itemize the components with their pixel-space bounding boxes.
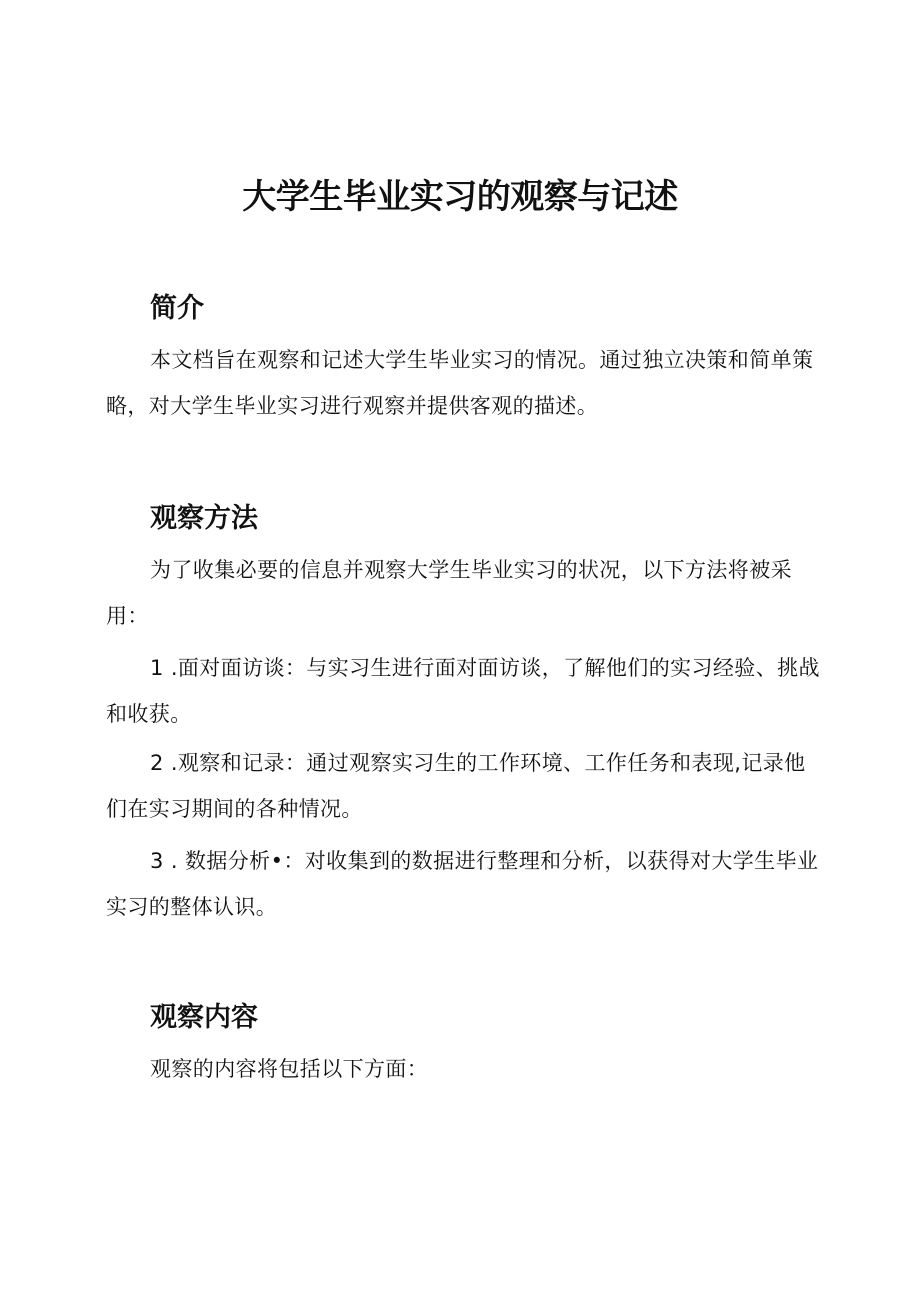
- content-paragraph: 观察的内容将包括以下方面：: [150, 1057, 429, 1081]
- document-title: 大学生毕业实习的观察与记述: [242, 177, 678, 217]
- section-heading-method: 观察方法: [150, 503, 258, 534]
- method-item-observation: 2 .观察和记录：通过观察实习生的工作环境、工作任务和表现,记录他们在实习期间的各种情况。: [106, 751, 806, 821]
- method-item-interview: 1 .面对面访谈：与实习生进行面对面访谈，了解他们的实习经验、挑战和收获。: [106, 656, 820, 726]
- section-heading-content: 观察内容: [150, 1002, 258, 1033]
- intro-paragraph: 本文档旨在观察和记述大学生毕业实习的情况。通过独立决策和简单策略，对大学生毕业实习进行观察并提供客观的描述。: [106, 348, 814, 418]
- method-intro-paragraph: 为了收集必要的信息并观察大学生毕业实习的状况，以下方法将被采用：: [106, 558, 792, 628]
- method-item-analysis: 3 . 数据分析•：对收集到的数据进行整理和分析，以获得对大学生毕业实习的整体认识。: [106, 849, 819, 919]
- section-heading-intro: 简介: [150, 293, 204, 324]
